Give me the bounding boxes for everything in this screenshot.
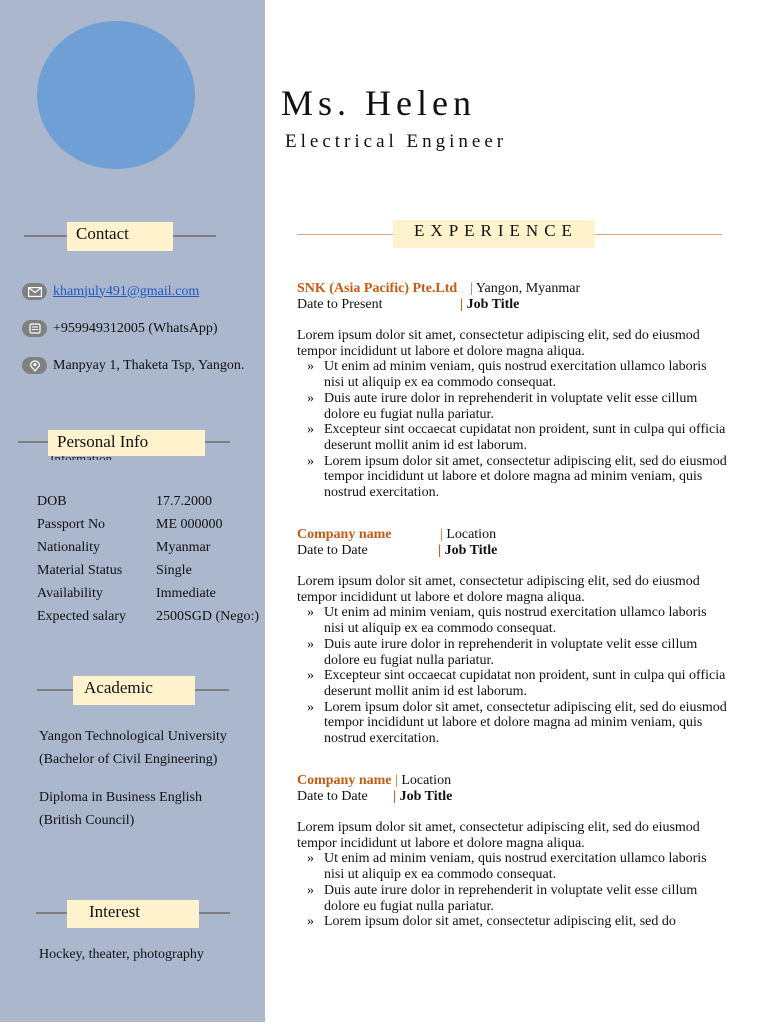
profile-photo-placeholder — [37, 21, 195, 169]
academic-line: Diploma in Business English — [39, 790, 202, 805]
contact-heading: Contact — [67, 222, 173, 251]
info-key: Nationality — [37, 539, 100, 555]
job-bullet: » Lorem ipsum dolor sit amet, consectetur adipiscing elit, sed do eiusmod tempor incididunt ut labore et dolore magna ad minim veniam, quis nostrud exercitation. — [297, 454, 727, 501]
separator: | — [470, 281, 473, 296]
job-bullet: » Ut enim ad minim veniam, quis nostrud exercitation ullamco laboris nisi ut aliquip ex ea commodo consequat. — [297, 605, 727, 636]
job-bullet: » Ut enim ad minim veniam, quis nostrud exercitation ullamco laboris nisi ut aliquip ex ea commodo consequat. — [297, 359, 727, 390]
company-name: Company name — [297, 773, 392, 788]
info-row — [37, 513, 259, 536]
job-title-group — [460, 297, 519, 313]
job-subheader — [297, 297, 727, 313]
phone-number: +959949312005 (WhatsApp) — [53, 320, 218, 336]
job-bullet: » Lorem ipsum dolor sit amet, consectetur adipiscing elit, sed do eiusmod tempor incididunt ut labore et dolore magna ad minim veniam, quis nostrud exercitation. — [297, 700, 727, 747]
job-bullet: » Lorem ipsum dolor sit amet, consectetur adipiscing elit, sed do — [297, 914, 727, 930]
interest-heading: Interest — [67, 900, 199, 928]
job-location-group — [395, 773, 451, 789]
personal-info-heading: Personal Info — [48, 430, 205, 456]
academic-heading: Academic — [73, 676, 195, 705]
job-bullet: » Duis aute irure dolor in reprehenderit in voluptate velit esse cillum dolore eu fugiat nulla pariatur. — [297, 883, 727, 914]
job-bullets — [297, 851, 727, 930]
separator: | — [460, 297, 464, 312]
contact-phone-row — [22, 320, 218, 337]
academic-line: Yangon Technological University — [39, 729, 227, 744]
job-header — [297, 281, 727, 297]
job-header — [297, 527, 727, 543]
info-key: DOB — [37, 493, 67, 509]
email-link[interactable]: khamjuly491@gmail.com — [53, 283, 200, 299]
academic-entry — [39, 725, 227, 771]
job-title-group — [438, 543, 497, 559]
job-description: Lorem ipsum dolor sit amet, consectetur adipiscing elit, sed do eiusmod tempor incididunt ut labore et dolore magna aliqua. — [297, 574, 700, 605]
info-value: ME 000000 — [156, 516, 223, 532]
job-entry — [297, 773, 727, 930]
job-title: Job Title — [466, 297, 520, 312]
location-pin-icon — [22, 357, 47, 374]
academic-entry — [39, 786, 202, 832]
job-dates: Date to Present — [297, 297, 383, 312]
info-row — [37, 582, 259, 605]
address-text: Manpyay 1, Thaketa Tsp, Yangon. — [53, 357, 245, 373]
job-bullet: » Excepteur sint occaecat cupidatat non proident, sunt in culpa qui officia deserunt mollit anim id est laborum. — [297, 422, 727, 453]
job-bullet: » Excepteur sint occaecat cupidatat non proident, sunt in culpa qui officia deserunt mollit anim id est laborum. — [297, 668, 727, 699]
job-title-group — [393, 789, 452, 805]
separator: | — [395, 773, 398, 788]
job-title: Job Title — [444, 543, 498, 558]
experience-divider-right — [595, 234, 722, 235]
job-description: Lorem ipsum dolor sit amet, consectetur adipiscing elit, sed do eiusmod tempor incididunt ut labore et dolore magna aliqua. — [297, 328, 700, 359]
job-title: Job Title — [399, 789, 453, 804]
academic-line: (Bachelor of Civil Engineering) — [39, 752, 218, 767]
job-description: Lorem ipsum dolor sit amet, consectetur adipiscing elit, sed do eiusmod tempor incididunt ut labore et dolore magna aliqua. — [297, 820, 700, 851]
interest-text: Hockey, theater, photography — [39, 947, 204, 962]
info-key: Material Status — [37, 562, 123, 578]
candidate-name: Ms. Helen — [281, 83, 476, 123]
job-entry — [297, 281, 727, 501]
separator: | — [440, 527, 443, 542]
separator: | — [438, 543, 442, 558]
contact-email-row — [22, 283, 199, 300]
job-subheader — [297, 789, 727, 805]
contact-address-row — [22, 357, 244, 374]
job-location: Location — [401, 773, 452, 788]
candidate-title: Electrical Engineer — [285, 131, 508, 152]
info-value: Immediate — [156, 585, 216, 601]
phone-icon — [22, 320, 47, 337]
info-value: 17.7.2000 — [156, 493, 212, 509]
info-key: Passport No — [37, 516, 106, 532]
experience-divider-left — [297, 234, 393, 235]
separator: | — [393, 789, 397, 804]
sidebar — [0, 0, 265, 1022]
job-dates: Date to Date — [297, 789, 368, 804]
job-bullet: » Ut enim ad minim veniam, quis nostrud exercitation ullamco laboris nisi ut aliquip ex ea commodo consequat. — [297, 851, 727, 882]
info-key: Availability — [37, 585, 103, 601]
personal-info-table — [37, 490, 259, 628]
job-bullets — [297, 605, 727, 746]
job-dates: Date to Date — [297, 543, 368, 558]
job-bullet: » Duis aute irure dolor in reprehenderit in voluptate velit esse cillum dolore eu fugiat nulla pariatur. — [297, 391, 727, 422]
company-name: Company name — [297, 527, 392, 542]
job-location: Location — [446, 527, 497, 542]
job-location-group — [470, 281, 580, 297]
job-location-group — [440, 527, 496, 543]
info-value: Myanmar — [156, 539, 211, 555]
envelope-icon — [22, 283, 47, 300]
info-row — [37, 559, 259, 582]
info-row — [37, 536, 259, 559]
job-location: Yangon, Myanmar — [475, 281, 581, 296]
job-subheader — [297, 543, 727, 559]
info-row — [37, 490, 259, 513]
job-entry — [297, 527, 727, 747]
info-row — [37, 605, 259, 628]
info-key: Expected salary — [37, 608, 127, 624]
info-value: Single — [156, 562, 192, 578]
info-value: 2500SGD (Nego:) — [156, 608, 260, 624]
academic-line: (British Council) — [39, 813, 135, 828]
experience-heading: EXPERIENCE — [393, 220, 595, 248]
company-name: SNK (Asia Pacific) Pte.Ltd — [297, 281, 458, 296]
job-bullets — [297, 359, 727, 500]
job-bullet: » Duis aute irure dolor in reprehenderit in voluptate velit esse cillum dolore eu fugiat nulla pariatur. — [297, 637, 727, 668]
job-header — [297, 773, 727, 789]
